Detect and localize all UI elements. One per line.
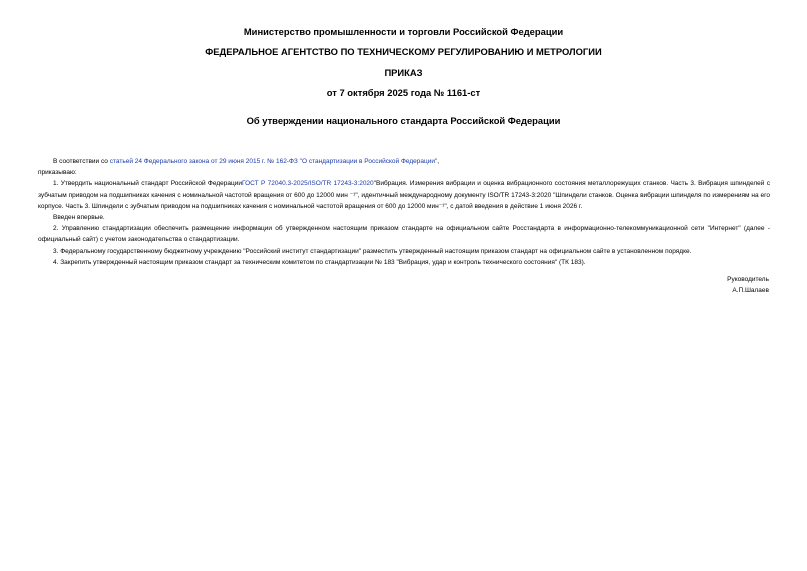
item-1-paragraph	[38, 178, 770, 212]
ministry-name: Министерство промышленности и торговли Российской Федерации	[243, 26, 564, 37]
item-2-paragraph: 2. Управлению стандартизации обеспечить размещение информации об утвержденном настоящим приказом стандарте на официальном сайте Росстандарта в информационно-телекоммуникационной сети "Интернет" (далее - официальный сайт) с учетом законодательства о стандартизации.	[38, 225, 770, 244]
preamble-text: В соответствии со	[53, 158, 110, 165]
document-body	[38, 156, 770, 268]
signature-position: Руководитель	[727, 276, 769, 283]
document-date-number: от 7 октября 2025 года № 1161-ст	[326, 87, 481, 98]
item-3-paragraph: 3. Федеральному государственному бюджетному учреждению "Российский институт стандартизации" разместить утвержденный настоящим приказом стандарт на официальном сайте в установленном порядке.	[53, 247, 692, 255]
document-type: ПРИКАЗ	[384, 67, 423, 78]
item-1-description: "Вибрация. Измерения вибрации и оценка вибрационного состояния металлорежущих станков. Часть 3. Вибрация шпинделей с зубчатым приводом на подшипниках качения с номинальной частотой вращения от 600 до 12000 мин ⁻¹", идентичный международному документу ISO/TR 17243-3:2020 "Шпиндели станков. Оценка вибрации шпинделя по измерениям на его корпусе. Часть 3. Шпиндели с зубчатым приводом на подшипниках качения с номинальной частотой вращения от 600 до 12000 мин⁻¹", с датой введения в действие 1 июня 2026 г.	[38, 180, 770, 210]
order-word: приказываю:	[38, 169, 77, 177]
introduced-note: Введен впервые.	[53, 214, 105, 222]
document-title: Об утверждении национального стандарта Российской Федерации	[246, 115, 561, 126]
preamble-paragraph	[38, 156, 770, 167]
agency-name: ФЕДЕРАЛЬНОЕ АГЕНТСТВО ПО ТЕХНИЧЕСКОМУ РЕГУЛИРОВАНИЮ И МЕТРОЛОГИИ	[205, 46, 602, 57]
preamble-tail: ,	[437, 158, 440, 165]
item-4-paragraph: 4. Закрепить утвержденный настоящим приказом стандарт за техническим комитетом по стандартизации № 183 "Вибрация, удар и контроль технического состояния" (ТК 183).	[53, 258, 586, 266]
signature-name: А.П.Шалаев	[732, 287, 769, 294]
gost-standard-link[interactable]: ГОСТ Р 72040.3-2025/ISO/TR 17243-3:2020	[241, 180, 374, 188]
federal-law-link[interactable]: статьей 24 Федерального закона от 29 июня 2015 г. № 162-ФЗ "О стандартизации в Российской Федерации"	[109, 158, 438, 165]
item-1-text: 1. Утвердить национальный стандарт Российской Федерации	[53, 180, 242, 188]
